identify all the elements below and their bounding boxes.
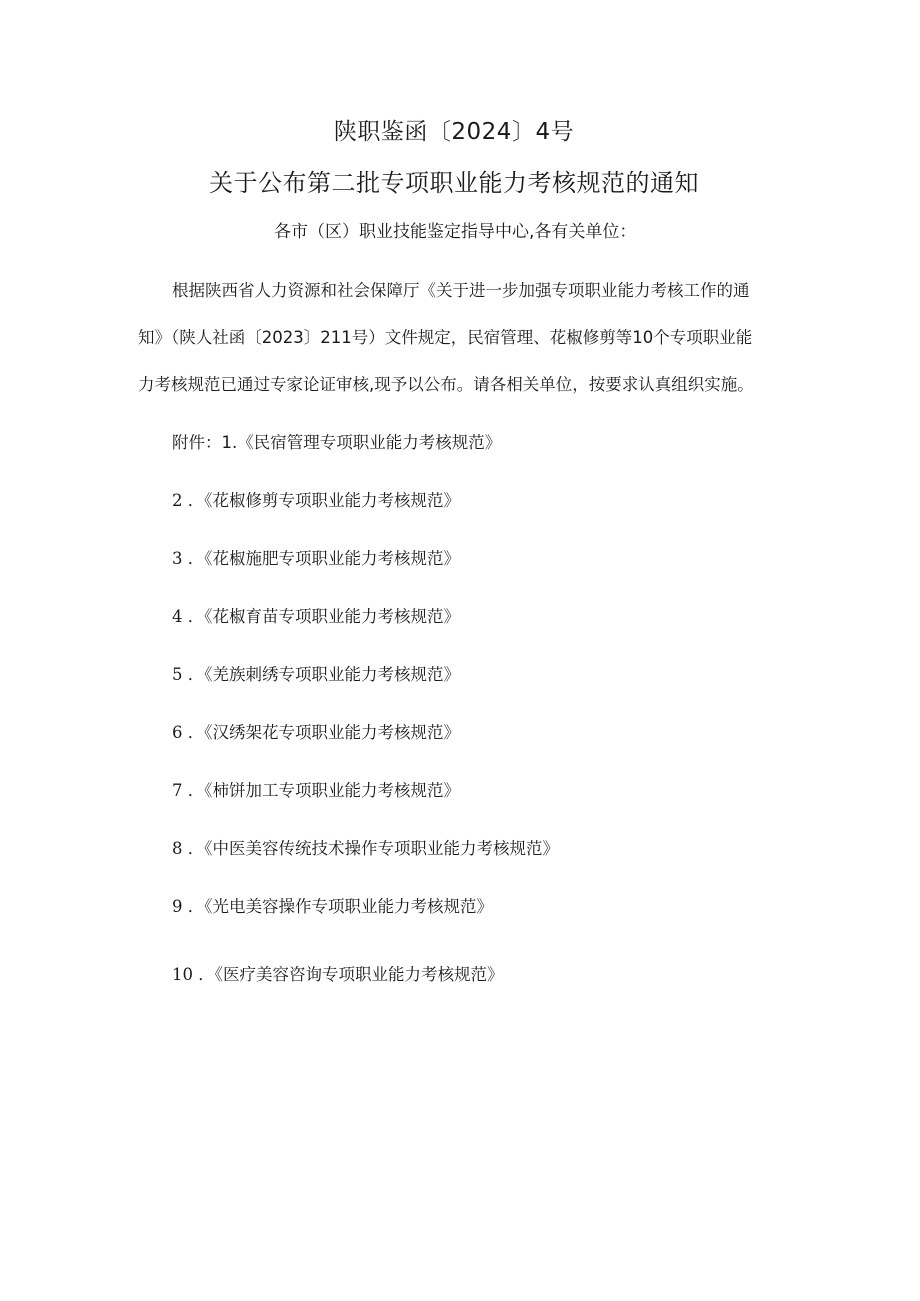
attachment-title: ．《花椒修剪专项职业能力考核规范》: [187, 491, 460, 510]
attachment-item-5: [172, 660, 460, 690]
body-paragraph-line-1: 根据陕西省人力资源和社会保障厅《关于进一步加强专项职业能力考核工作的通: [172, 281, 750, 300]
attachment-number: 9: [172, 897, 183, 916]
attachment-item-10: [172, 960, 504, 990]
salutation: 各市（区）职业技能鉴定指导中心,各有关单位：: [274, 222, 637, 242]
attachment-item-3: [172, 544, 460, 574]
attachment-number: 4: [172, 607, 183, 626]
attachment-item-9: [172, 892, 493, 922]
attachment-title: ．《汉绣架花专项职业能力考核规范》: [187, 723, 460, 742]
attachment-title: ．《花椒育苗专项职业能力考核规范》: [187, 607, 460, 626]
attachment-number: 10: [172, 965, 193, 984]
attachment-item-2: [172, 486, 460, 516]
attachment-title: ．《医疗美容咨询专项职业能力考核规范》: [198, 965, 504, 984]
document-number: 陕职鉴函〔2024〕4号: [333, 119, 575, 145]
attachment-title: ．《花椒施肥专项职业能力考核规范》: [187, 549, 460, 568]
attachment-number: 5: [172, 665, 183, 684]
attachment-number: 6: [172, 723, 183, 742]
attachment-title: ．《柿饼加工专项职业能力考核规范》: [187, 781, 460, 800]
body-paragraph-line-2: 知》（陕人社函〔2023〕211号）文件规定，民宿管理、花椒修剪等10个专项职业能: [138, 328, 753, 347]
attachment-item-4: [172, 602, 460, 632]
document-title: 关于公布第二批专项职业能力考核规范的通知: [209, 169, 699, 197]
attachment-number: 2: [172, 491, 183, 510]
attachment-number: 7: [172, 781, 183, 800]
attachment-title: ．《光电美容操作专项职业能力考核规范》: [187, 897, 493, 916]
attachment-number: 8: [172, 839, 183, 858]
attachment-item-1: 附件：1.《民宿管理专项职业能力考核规范》: [172, 433, 502, 452]
attachment-item-6: [172, 718, 460, 748]
attachment-title: ．《羌族刺绣专项职业能力考核规范》: [187, 665, 460, 684]
attachment-number: 3: [172, 549, 183, 568]
attachment-item-8: [172, 834, 559, 864]
attachment-item-7: [172, 776, 460, 806]
attachment-title: ．《中医美容传统技术操作专项职业能力考核规范》: [187, 839, 559, 858]
body-paragraph-line-3: 力考核规范已通过专家论证审核,现予以公布。请各相关单位，按要求认真组织实施。: [138, 375, 754, 394]
